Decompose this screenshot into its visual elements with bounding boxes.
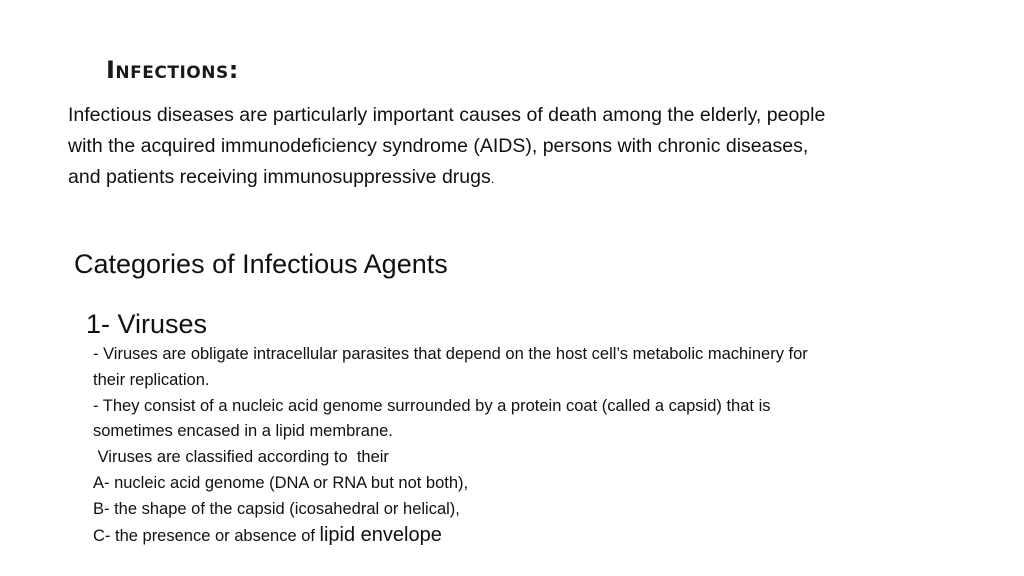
intro-line-1: Infectious diseases are particularly important causes of death among the elderly, people (68, 104, 826, 126)
details-line-7: B- the shape of the capsid (icosahedral or helical), (93, 499, 460, 518)
details-line-1: - Viruses are obligate intracellular parasites that depend on the host cell’s metabolic machinery for (93, 345, 808, 363)
details-line-3: - They consist of a nucleic acid genome surrounded by a protein coat (called a capsid) that is (93, 396, 771, 415)
intro-line-2: with the acquired immunodeficiency syndrome (AIDS), persons with chronic diseases, (68, 135, 809, 157)
details-line-5: Viruses are classified according to their (93, 448, 389, 467)
viruses-details (93, 342, 993, 549)
viruses-heading: 1- Viruses (86, 309, 208, 339)
intro-period: . (490, 171, 495, 186)
lipid-envelope-emphasis: lipid envelope (319, 523, 442, 546)
slide-title: Infections: (106, 56, 239, 84)
categories-heading: Categories of Infectious Agents (74, 249, 448, 279)
intro-line-3: and patients receiving immunosuppressive drugs (68, 166, 491, 188)
details-line-8-prefix: C- the presence or absence of (93, 526, 320, 545)
details-line-8 (93, 523, 993, 550)
details-line-2: their replication. (93, 370, 210, 389)
intro-paragraph (68, 100, 998, 194)
details-line-4: sometimes encased in a lipid membrane. (93, 422, 393, 441)
details-line-6: A- nucleic acid genome (DNA or RNA but not both), (93, 473, 469, 492)
